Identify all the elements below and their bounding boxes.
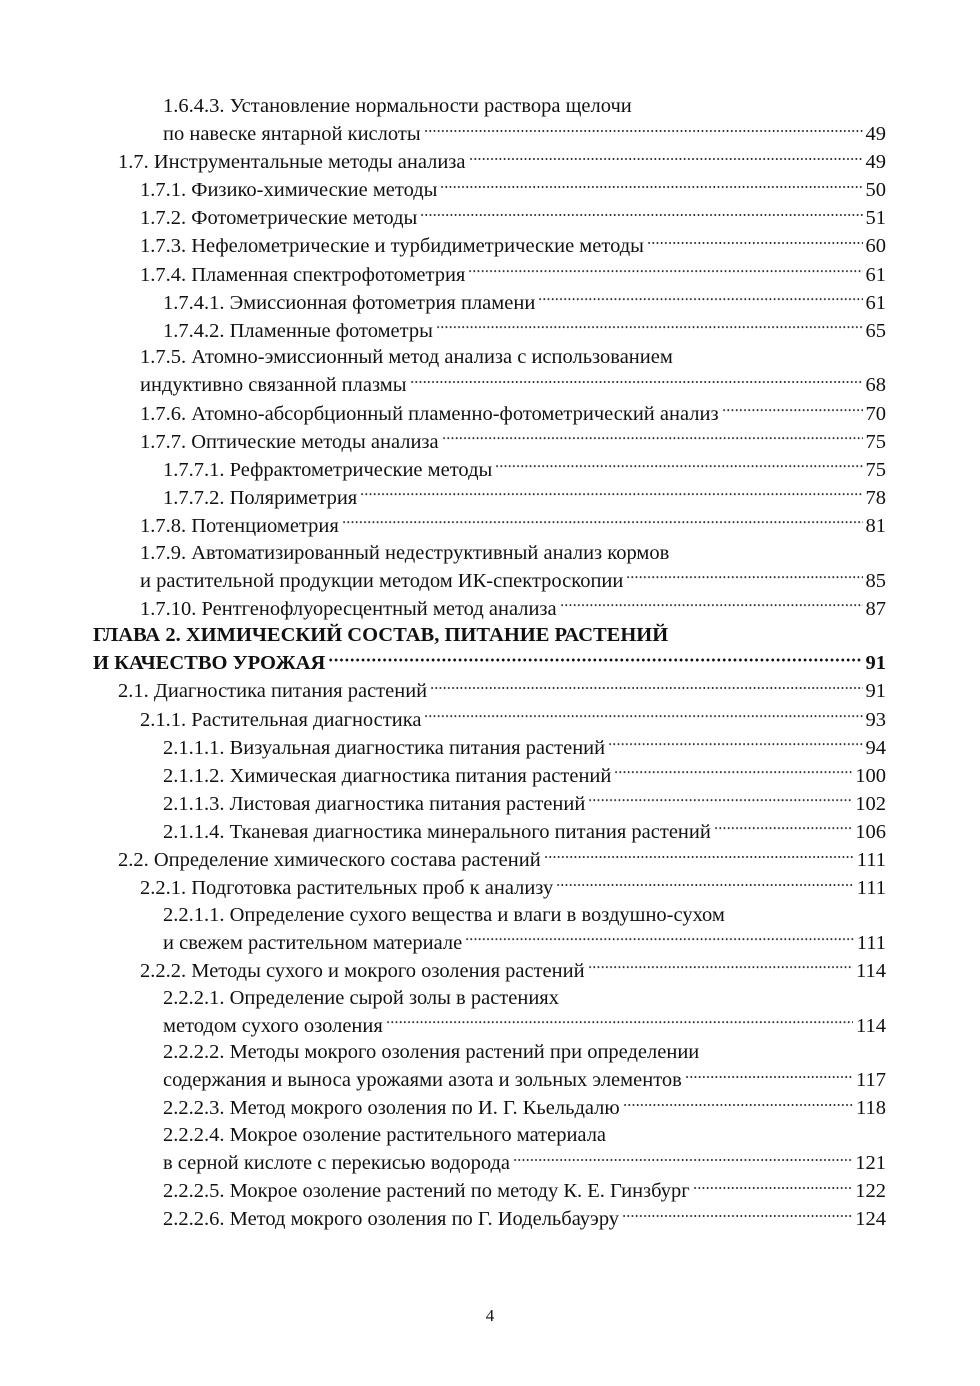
toc-entry <box>93 594 886 622</box>
toc-entry <box>93 483 886 511</box>
dot-leader <box>623 1095 853 1116</box>
dot-leader <box>386 1012 853 1033</box>
toc-entry-title: 2.2.2.4. Мокрое озоление растительного материала <box>163 1123 607 1146</box>
toc-page-number: 50 <box>865 179 886 202</box>
toc-entry-title: 1.7.7. Оптические методы анализа <box>140 430 439 453</box>
dot-leader <box>440 177 862 198</box>
toc-line <box>140 176 886 204</box>
toc-entry-title: 1.7.1. Физико-химические методы <box>140 179 438 202</box>
toc-page-number: 124 <box>855 1208 886 1231</box>
toc-entry-title: 2.1.1.3. Листовая диагностика питания растений <box>163 792 586 815</box>
toc-line <box>163 93 886 120</box>
toc-page-number: 118 <box>856 1097 886 1120</box>
toc-line <box>163 1122 886 1149</box>
toc-entry <box>93 540 886 595</box>
toc-line <box>163 1011 886 1039</box>
dot-leader <box>360 484 862 505</box>
toc-entry <box>93 789 886 817</box>
toc-line <box>163 1039 886 1066</box>
dot-leader <box>722 400 863 421</box>
toc-entry <box>93 93 886 148</box>
toc-page-number: 102 <box>855 792 886 815</box>
toc-entry-title: 2.2.2. Методы сухого и мокрого озоления растений <box>140 959 585 982</box>
toc-page-number: 91 <box>865 680 886 703</box>
toc-entry <box>93 232 886 260</box>
toc-entry-title: по навеске янтарной кислоты <box>163 123 421 146</box>
toc-entry-title: И КАЧЕСТВО УРОЖАЯ <box>93 652 326 675</box>
toc-line <box>140 511 886 539</box>
toc-page-number: 111 <box>856 849 886 872</box>
dot-leader <box>693 1178 853 1199</box>
toc-entry-title: в серной кислоте с перекисью водорода <box>163 1152 511 1175</box>
toc-line <box>140 371 886 399</box>
toc-page-number: 70 <box>865 402 886 425</box>
table-of-contents <box>93 93 886 1233</box>
toc-entry-title: 1.7.7.2. Поляриметрия <box>163 486 358 509</box>
toc-entry-title: 2.2.2.2. Методы мокрого озоления растений при определении <box>163 1041 700 1064</box>
toc-entry-title: 1.7.9. Автоматизированный недеструктивный анализ кормов <box>140 541 670 564</box>
toc-line <box>118 846 886 874</box>
toc-line <box>140 399 886 427</box>
dot-leader <box>424 121 863 142</box>
toc-entry-title: 2.2.1.1. Определение сухого вещества и влаги в воздушно-сухом <box>163 903 725 926</box>
toc-page-number: 111 <box>856 877 886 900</box>
toc-page-number: 106 <box>855 820 886 843</box>
toc-entry-title: 1.7.4.2. Пламенные фотометры <box>163 319 433 342</box>
toc-line <box>163 1177 886 1205</box>
dot-leader <box>714 818 852 839</box>
toc-page-number: 114 <box>856 1014 886 1037</box>
dot-leader <box>430 678 862 699</box>
toc-entry-title: 1.7.5. Атомно-эмиссионный метод анализа с использованием <box>140 346 673 369</box>
toc-line <box>163 1149 886 1177</box>
toc-line <box>140 594 886 622</box>
toc-line <box>163 1205 886 1233</box>
dot-leader <box>556 875 854 896</box>
toc-page-number: 111 <box>856 931 886 954</box>
dot-leader <box>465 929 854 950</box>
toc-entry-title: 1.7. Инструментальные методы анализа <box>118 151 466 174</box>
toc-line <box>140 204 886 232</box>
toc-line <box>163 789 886 817</box>
toc-entry-title: 1.7.7.1. Рефрактометрические методы <box>163 458 493 481</box>
toc-page-number: 122 <box>855 1180 886 1203</box>
toc-page-number: 87 <box>865 597 886 620</box>
toc-entry <box>93 1205 886 1233</box>
toc-page-number: 94 <box>865 736 886 759</box>
toc-line <box>163 120 886 148</box>
toc-page-number: 60 <box>865 235 886 258</box>
toc-page-number: 100 <box>855 764 886 787</box>
toc-entry <box>93 902 886 957</box>
toc-entry <box>93 817 886 845</box>
toc-entry <box>93 148 886 176</box>
toc-entry <box>93 1094 886 1122</box>
toc-entry-title: 2.1. Диагностика питания растений <box>118 680 428 703</box>
toc-entry-title: 2.2.2.6. Метод мокрого озоления по Г. Иодельбауэру <box>163 1208 620 1231</box>
toc-entry-title: 1.6.4.3. Установление нормальности раствора щелочи <box>163 95 632 117</box>
toc-line <box>140 540 886 567</box>
dot-leader <box>647 233 863 254</box>
toc-line <box>118 148 886 176</box>
toc-entry <box>93 956 886 984</box>
toc-entry-title: 1.7.10. Рентгенофлуоресцентный метод анализа <box>140 597 557 620</box>
toc-line <box>140 344 886 371</box>
toc-page-number: 121 <box>855 1152 886 1175</box>
dot-leader <box>424 706 862 727</box>
dot-leader <box>420 205 862 226</box>
toc-page-number: 93 <box>865 708 886 731</box>
toc-entry <box>93 399 886 427</box>
toc-page-number: 75 <box>865 458 886 481</box>
dot-leader <box>622 1206 852 1227</box>
toc-entry <box>93 1122 886 1177</box>
dot-leader <box>588 790 852 811</box>
toc-line <box>163 733 886 761</box>
toc-page-number: 114 <box>856 959 886 982</box>
page-number: 4 <box>485 1306 495 1325</box>
toc-line <box>140 874 886 902</box>
toc-entry-title: 2.2.2.5. Мокрое озоление растений по методу К. Е. Гинзбург <box>163 1180 690 1203</box>
toc-line <box>140 566 886 594</box>
toc-entry-title: индуктивно связанной плазмы <box>140 374 407 397</box>
dot-leader <box>442 428 863 449</box>
toc-line <box>163 902 886 929</box>
toc-line <box>163 817 886 845</box>
dot-leader <box>560 595 863 616</box>
toc-line <box>163 928 886 956</box>
toc-entry-title: 1.7.4. Пламенная спектрофотометрия <box>140 263 466 286</box>
toc-entry <box>93 1039 886 1094</box>
toc-line <box>163 455 886 483</box>
toc-entry <box>93 427 886 455</box>
toc-page-number: 49 <box>865 151 886 174</box>
toc-entry <box>93 677 886 705</box>
toc-entry-title: 1.7.8. Потенциометрия <box>140 514 339 537</box>
toc-line <box>163 316 886 344</box>
toc-entry <box>93 260 886 288</box>
toc-entry-title: 1.7.2. Фотометрические методы <box>140 207 418 230</box>
dot-leader <box>588 957 853 978</box>
toc-entry-title: 2.1.1.4. Тканевая диагностика минерального питания растений <box>163 820 711 843</box>
toc-entry-title: 1.7.3. Нефелометрические и турбидиметрические методы <box>140 235 644 258</box>
toc-line <box>163 288 886 316</box>
dot-leader <box>614 762 852 783</box>
dot-leader <box>410 372 863 393</box>
toc-entry <box>93 176 886 204</box>
dot-leader <box>513 1150 852 1171</box>
toc-page-number: 68 <box>865 374 886 397</box>
dot-leader <box>436 317 863 338</box>
toc-page-number: 81 <box>865 514 886 537</box>
toc-line <box>140 232 886 260</box>
toc-page-number: 51 <box>865 207 886 230</box>
toc-entry <box>93 316 886 344</box>
dot-leader <box>685 1067 853 1088</box>
toc-page-number: 91 <box>865 652 886 675</box>
toc-page-number: 85 <box>865 569 886 592</box>
toc-entry <box>93 874 886 902</box>
dot-leader <box>468 261 862 282</box>
dot-leader <box>608 734 862 755</box>
toc-entry-title: 2.1.1.2. Химическая диагностика питания растений <box>163 764 612 787</box>
dot-leader <box>544 847 854 868</box>
dot-leader <box>342 512 863 533</box>
toc-entry <box>93 985 886 1040</box>
toc-entry-title: и растительной продукции методом ИК-спектроскопии <box>140 569 624 592</box>
toc-entry-title: 1.7.6. Атомно-абсорбционный пламенно-фотометрический анализ <box>140 402 719 425</box>
toc-entry-title: содержания и выноса урожаями азота и зольных элементов <box>163 1069 682 1092</box>
toc-entry-title: методом сухого озоления <box>163 1014 383 1037</box>
toc-entry <box>93 705 886 733</box>
dot-leader <box>495 456 862 477</box>
toc-page-number: 61 <box>865 263 886 286</box>
toc-line <box>163 1066 886 1094</box>
toc-entry <box>93 1177 886 1205</box>
toc-entry-title: 2.2.2.3. Метод мокрого озоления по И. Г. Кьельдалю <box>163 1097 620 1120</box>
toc-page-number: 61 <box>865 291 886 314</box>
toc-entry <box>93 288 886 316</box>
toc-line <box>93 622 886 649</box>
toc-line <box>163 985 886 1012</box>
toc-entry-title: 2.1.1. Растительная диагностика <box>140 708 422 731</box>
toc-entry-title: 1.7.4.1. Эмиссионная фотометрия пламени <box>163 291 536 314</box>
toc-line <box>140 705 886 733</box>
toc-entry-title: 2.1.1.1. Визуальная диагностика питания растений <box>163 736 606 759</box>
toc-line <box>140 956 886 984</box>
dot-leader <box>626 567 862 588</box>
toc-line <box>118 677 886 705</box>
toc-entry-title: 2.2. Определение химического состава растений <box>118 849 541 872</box>
toc-line <box>163 761 886 789</box>
toc-chapter-heading <box>93 622 886 677</box>
toc-entry-title: 2.2.1. Подготовка растительных проб к анализу <box>140 877 554 900</box>
toc-entry <box>93 511 886 539</box>
toc-line <box>140 260 886 288</box>
toc-entry <box>93 761 886 789</box>
toc-line <box>93 649 886 677</box>
toc-entry-title: ГЛАВА 2. ХИМИЧЕСКИЙ СОСТАВ, ПИТАНИЕ РАСТЕНИЙ <box>93 624 669 647</box>
toc-page-number: 65 <box>865 319 886 342</box>
dot-leader <box>538 289 862 310</box>
toc-entry <box>93 344 886 399</box>
toc-entry-title: и свежем растительном материале <box>163 931 463 954</box>
toc-page-number: 78 <box>865 486 886 509</box>
toc-page-number: 49 <box>865 123 886 146</box>
toc-line <box>163 483 886 511</box>
toc-entry <box>93 733 886 761</box>
toc-page-number: 117 <box>856 1069 886 1092</box>
toc-entry-title: 2.2.2.1. Определение сырой золы в растениях <box>163 986 559 1009</box>
toc-line <box>140 427 886 455</box>
dot-leader <box>328 650 862 671</box>
toc-page-number: 75 <box>865 430 886 453</box>
toc-entry <box>93 204 886 232</box>
toc-entry <box>93 455 886 483</box>
dot-leader <box>469 149 863 170</box>
toc-line <box>163 1094 886 1122</box>
toc-entry <box>93 846 886 874</box>
